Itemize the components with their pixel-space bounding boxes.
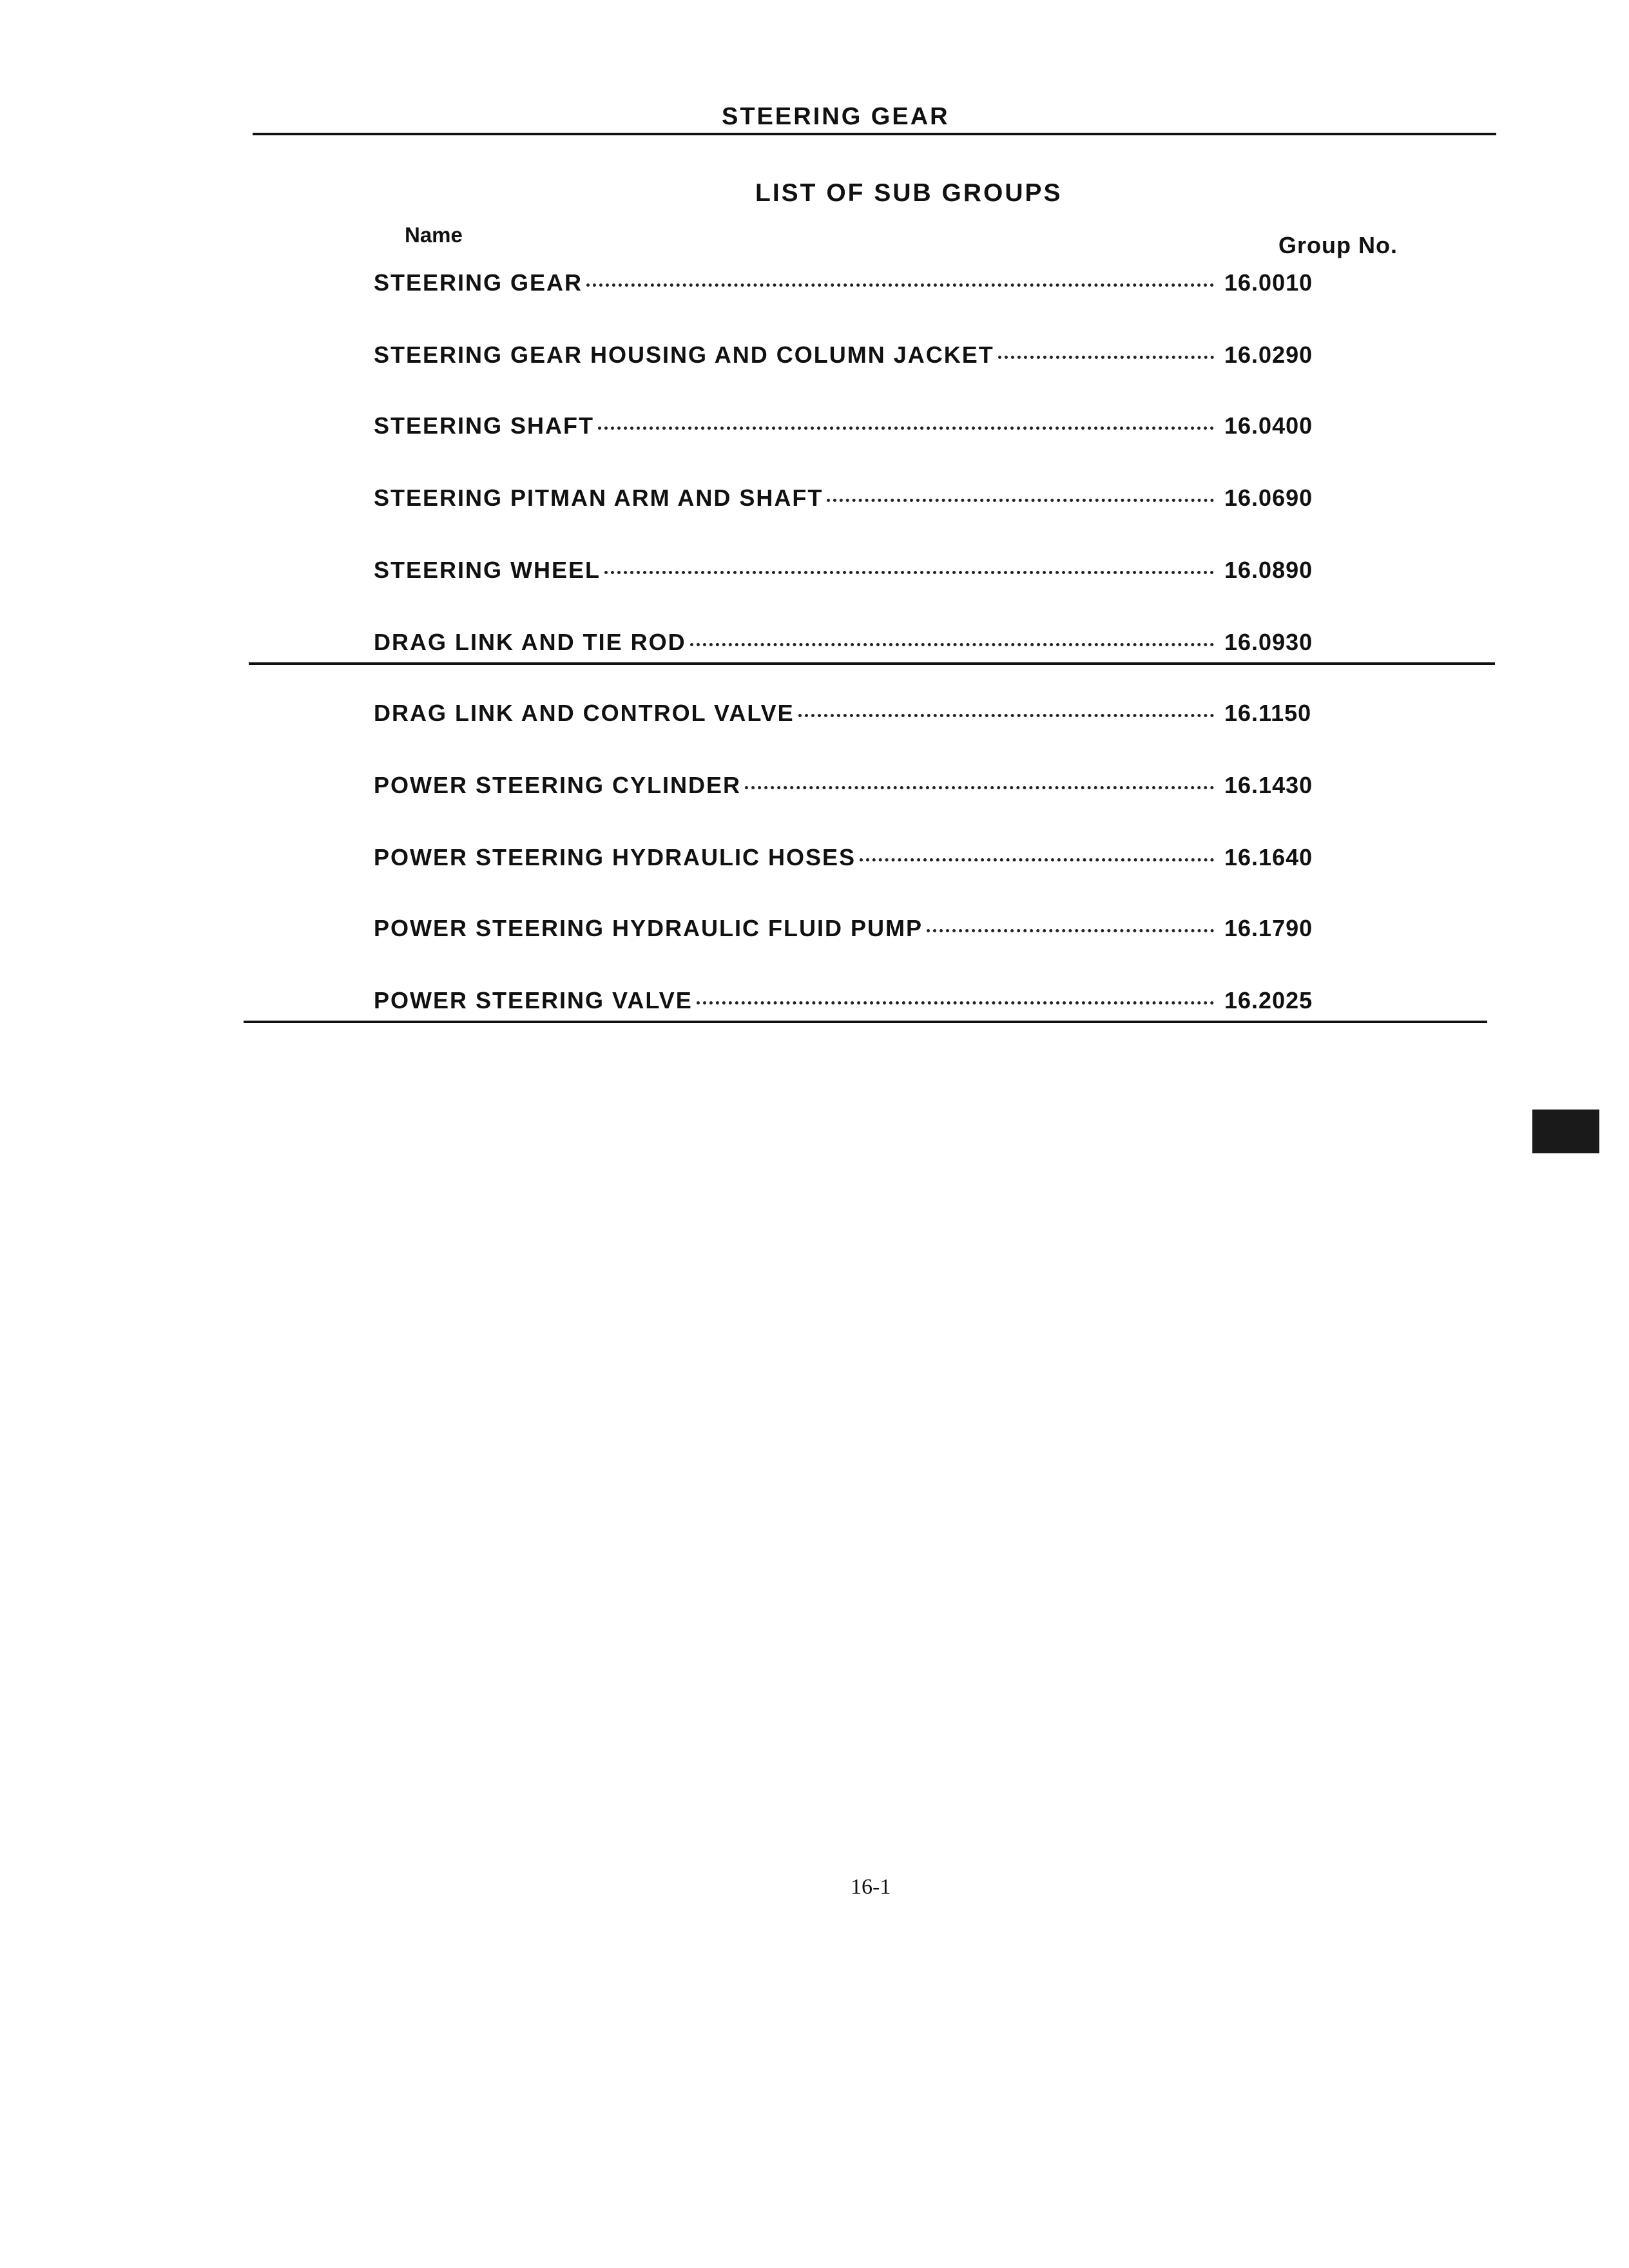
list-item bbox=[374, 412, 1360, 451]
dot-leader bbox=[998, 356, 1214, 359]
entry-group-no: 16.1150 bbox=[1224, 700, 1312, 726]
entry-name: DRAG LINK AND TIE ROD bbox=[374, 629, 686, 655]
entry-group-no: 16.1640 bbox=[1224, 844, 1313, 870]
title-rule bbox=[253, 133, 1496, 135]
list-item bbox=[374, 700, 1360, 738]
entry-name: STEERING GEAR bbox=[374, 269, 583, 296]
entry-group-no: 16.1430 bbox=[1224, 772, 1313, 798]
entry-group-no: 16.0890 bbox=[1224, 557, 1313, 583]
dot-leader bbox=[604, 571, 1214, 574]
entry-group-no: 16.0930 bbox=[1224, 629, 1313, 655]
column-header-name: Name bbox=[405, 223, 463, 247]
dot-leader bbox=[598, 427, 1214, 430]
page-number: 16-1 bbox=[851, 1875, 891, 1899]
dot-leader bbox=[745, 786, 1214, 789]
entry-group-no: 16.0400 bbox=[1224, 412, 1313, 439]
entry-name: STEERING SHAFT bbox=[374, 412, 595, 439]
entry-group-no: 16.2025 bbox=[1224, 987, 1313, 1014]
entry-name: POWER STEERING CYLINDER bbox=[374, 772, 742, 798]
dot-leader bbox=[827, 499, 1214, 502]
entry-group-no: 16.0290 bbox=[1224, 341, 1313, 368]
entry-name: STEERING GEAR HOUSING AND COLUMN JACKET bbox=[374, 341, 994, 368]
dot-leader bbox=[690, 643, 1214, 646]
entry-group-no: 16.0010 bbox=[1224, 269, 1313, 296]
entry-group-no: 16.0690 bbox=[1224, 485, 1313, 511]
section-thumb-tab bbox=[1532, 1110, 1599, 1153]
entry-name: POWER STEERING HYDRAULIC HOSES bbox=[374, 844, 856, 870]
list-item bbox=[374, 987, 1360, 1026]
list-item bbox=[374, 341, 1360, 380]
list-item bbox=[374, 844, 1360, 883]
section-divider bbox=[244, 1021, 1487, 1023]
dot-leader bbox=[927, 929, 1214, 932]
entry-name: DRAG LINK AND CONTROL VALVE bbox=[374, 700, 795, 726]
entry-name: POWER STEERING VALVE bbox=[374, 987, 693, 1014]
dot-leader bbox=[586, 284, 1214, 287]
section-title: STEERING GEAR bbox=[722, 103, 950, 130]
list-item bbox=[374, 772, 1360, 811]
column-header-group-no: Group No. bbox=[1278, 232, 1398, 258]
entry-name: STEERING PITMAN ARM AND SHAFT bbox=[374, 485, 824, 511]
entry-name: POWER STEERING HYDRAULIC FLUID PUMP bbox=[374, 915, 923, 941]
list-title: LIST OF SUB GROUPS bbox=[755, 179, 1063, 207]
dot-leader bbox=[860, 858, 1214, 861]
list-item bbox=[374, 915, 1360, 954]
entry-group-no: 16.1790 bbox=[1224, 915, 1313, 941]
dot-leader bbox=[798, 714, 1214, 717]
list-item bbox=[374, 485, 1360, 523]
list-item bbox=[374, 269, 1360, 308]
list-item bbox=[374, 557, 1360, 595]
entry-name: STEERING WHEEL bbox=[374, 557, 601, 583]
section-divider bbox=[249, 662, 1495, 665]
dot-leader bbox=[697, 1001, 1214, 1004]
list-item bbox=[374, 629, 1360, 668]
